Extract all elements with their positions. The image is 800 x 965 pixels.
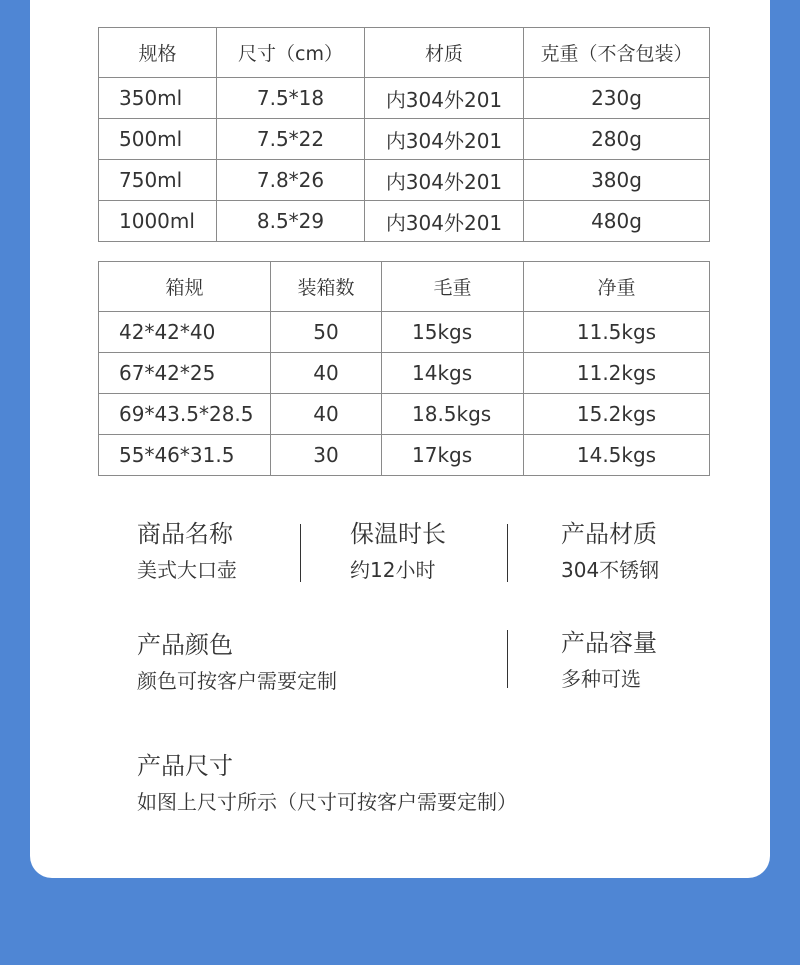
table-cell: 8.5*29 [217,201,365,242]
info-value: 多种可选 [561,667,641,691]
table-cell: 69*43.5*28.5 [99,394,271,435]
info-label: 产品颜色 [137,631,233,659]
spec-table [98,27,710,242]
spec-table-header [99,28,710,78]
table-cell: 11.2kgs [524,353,710,394]
table-cell: 230g [524,78,710,119]
info-material [561,519,659,583]
header-cell: 净重 [524,262,710,312]
table-cell: 7.5*18 [217,78,365,119]
table-cell: 50 [271,312,382,353]
info-value: 如图上尺寸所示（尺寸可按客户需要定制） [137,790,517,814]
table-cell: 内304外201 [365,78,524,119]
header-cell: 箱规 [99,262,271,312]
carton-table-header [99,262,710,312]
table-cell: 7.8*26 [217,160,365,201]
table-cell: 14.5kgs [524,435,710,476]
info-value: 约12小时 [350,558,436,582]
table-cell: 7.5*22 [217,119,365,160]
info-value: 304不锈钢 [561,558,660,582]
table-row [99,435,710,476]
table-cell: 14kgs [382,353,524,394]
table-cell: 750ml [99,160,217,201]
info-insulation [350,519,446,583]
divider [507,524,508,582]
table-cell: 40 [271,394,382,435]
header-cell: 规格 [99,28,217,78]
table-cell: 30 [271,435,382,476]
table-cell: 1000ml [99,201,217,242]
info-value: 美式大口壶 [137,558,237,582]
table-row [99,353,710,394]
table-row [99,160,710,201]
header-cell: 材质 [365,28,524,78]
table-cell: 15kgs [382,312,524,353]
table-cell: 17kgs [382,435,524,476]
table-cell: 280g [524,119,710,160]
table-row [99,201,710,242]
info-product-name [137,519,237,583]
info-label: 产品容量 [561,629,657,657]
divider [300,524,301,582]
table-cell: 内304外201 [365,160,524,201]
table-cell: 内304外201 [365,201,524,242]
table-row [99,119,710,160]
content-card [30,0,770,878]
carton-table [98,261,710,476]
info-size [137,751,517,815]
table-cell: 480g [524,201,710,242]
table-cell: 55*46*31.5 [99,435,271,476]
info-color [137,630,337,694]
table-cell: 42*42*40 [99,312,271,353]
header-cell: 尺寸（cm） [217,28,365,78]
table-cell: 67*42*25 [99,353,271,394]
table-cell: 500ml [99,119,217,160]
header-cell: 毛重 [382,262,524,312]
table-cell: 15.2kgs [524,394,710,435]
table-cell: 40 [271,353,382,394]
table-row [99,78,710,119]
table-cell: 18.5kgs [382,394,524,435]
table-cell: 11.5kgs [524,312,710,353]
table-cell: 380g [524,160,710,201]
info-value: 颜色可按客户需要定制 [137,669,337,693]
divider [507,630,508,688]
info-label: 保温时长 [350,520,446,548]
table-row [99,312,710,353]
table-cell: 内304外201 [365,119,524,160]
header-cell: 克重（不含包装） [524,28,710,78]
info-capacity [561,628,657,692]
info-label: 产品材质 [561,520,657,548]
table-cell: 350ml [99,78,217,119]
header-cell: 装箱数 [271,262,382,312]
table-row [99,394,710,435]
info-label: 商品名称 [137,520,233,548]
info-label: 产品尺寸 [137,752,233,780]
